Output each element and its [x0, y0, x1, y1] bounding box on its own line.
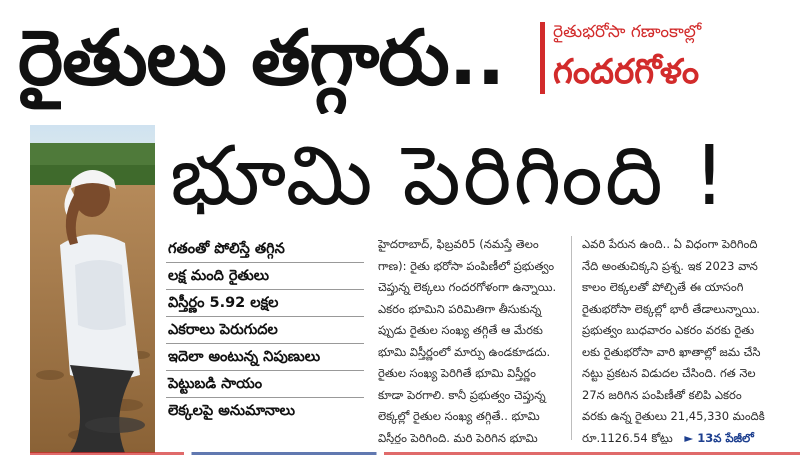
highlight-item: లక్ష మంది రైతులు — [166, 263, 364, 290]
body-line: ప్రభుత్వం బుధవారం ఎకరం వరకు రైతు — [582, 323, 755, 337]
body-line: భూమి విస్తీర్ణంలో మార్పు ఉండకూడదు. — [378, 344, 551, 359]
highlight-item: విస్తీర్ణం 5.92 లక్షల — [166, 290, 364, 317]
body-line: 27న జరిగిన పంపిణీతో కలిపి ఎకరం — [582, 387, 742, 402]
body-line: లెక్కల్లో రైతుల సంఖ్య తగ్గితే.. భూమి — [378, 409, 540, 423]
kicker-label: రైతుభరోసా గణాంకాల్లో — [553, 22, 702, 42]
body-line: ఎవరి పేరున ఉంది.. ఏ విధంగా పెరిగింది — [582, 237, 758, 251]
highlight-item: ఇదెలా అంటున్న నిపుణులు — [166, 344, 364, 371]
highlight-item: గతంతో పోలిస్తే తగ్గిన — [166, 236, 364, 263]
continued-label: 13వ పేజీలో — [697, 430, 754, 444]
body-line: రైతుభరోసా లెక్కల్లో భారీ తేడాలున్నాయి. — [582, 301, 760, 316]
body-line: విస్తీర్ణం పెరిగింది. మరి పెరిగిన భూమి — [378, 430, 538, 444]
body-line: కాలం లెక్కలతో పోల్చితే ఈ యాసంగి — [582, 280, 744, 294]
body-line: రైతుల సంఖ్య పెరిగితే భూమి విస్తీర్ణం — [378, 366, 536, 380]
continue-arrow-icon: ► — [684, 430, 694, 444]
body-line: కూడా పెరగాలి. కానీ ప్రభుత్వం చెప్తున్న — [378, 387, 546, 402]
continued-link[interactable] — [684, 428, 753, 445]
highlight-item: లెక్కలపై అనుమానాలు — [168, 403, 295, 419]
article-column-2 — [582, 234, 794, 444]
highlights-box — [166, 236, 364, 424]
body-line: చెప్తున్న లెక్కలు గందరగోళంగా ఉన్నాయి. — [378, 280, 557, 294]
sub-headline: భూమి పెరిగింది ! — [170, 129, 728, 224]
body-line: ప్పుడు రైతుల సంఖ్య తగ్గితే ఆ మేరకు — [378, 323, 543, 337]
body-line: వరకు ఉన్న రైతులు 21,45,330 మందికి — [582, 409, 765, 423]
main-headline: రైతులు తగ్గారు.. — [18, 13, 505, 102]
highlight-item: ఎకరాలు పెరుగుదల — [166, 317, 364, 344]
body-line-text: రూ.1126.54 కోట్లు — [582, 430, 673, 444]
farmer-photo — [30, 125, 155, 453]
column-divider — [571, 236, 572, 440]
body-line: గాణ): రైతు భరోసా పంపిణీలో ప్రభుత్వం — [378, 258, 555, 273]
kicker-accent-bar — [540, 22, 545, 94]
body-line: ఎకరం భూమిని పరిమితిగా తీసుకున్న — [378, 301, 542, 316]
body-line: నేది అంతుచిక్కని ప్రశ్న. ఇక 2023 వాన — [582, 258, 758, 273]
highlight-item: పెట్టుబడి సాయం — [166, 371, 364, 398]
body-line: లకు రైతుభరోసా వారి ఖాతాల్లో జమ చేసి — [582, 344, 761, 359]
body-line: నట్టు ప్రకటన విడుదల చేసింది. గత నెల — [582, 366, 756, 380]
article-column-1 — [378, 234, 562, 444]
bottom-color-rule — [30, 452, 800, 455]
kicker-headline: గందరగోళం — [553, 52, 700, 92]
body-line: హైదరాబాద్, ఫిబ్రవరి5 (నమస్తే తెలం — [378, 237, 539, 251]
body-line-last — [582, 428, 794, 445]
